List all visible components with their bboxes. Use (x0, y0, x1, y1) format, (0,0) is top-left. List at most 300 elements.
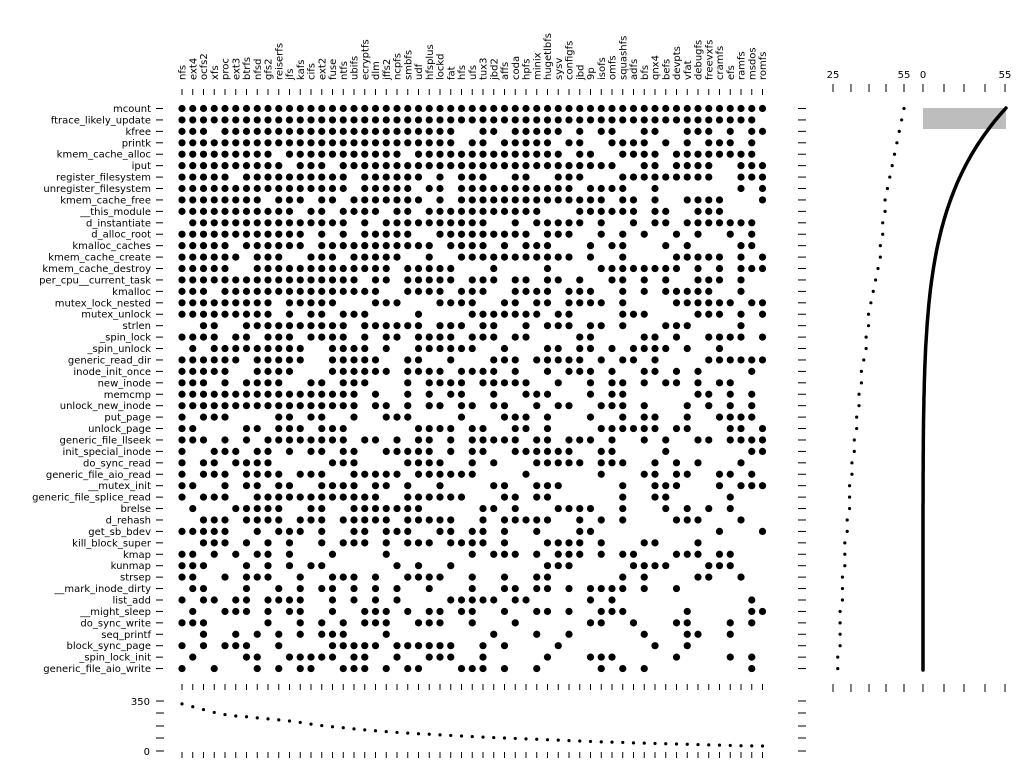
matrix-dot (447, 151, 454, 158)
matrix-dot (619, 665, 626, 672)
matrix-dot (297, 425, 304, 432)
matrix-dot (297, 299, 304, 306)
matrix-dot (383, 539, 390, 546)
matrix-dot (436, 494, 443, 501)
matrix-dot (436, 208, 443, 215)
matrix-dot (619, 551, 626, 558)
matrix-dot (684, 151, 691, 158)
matrix-dot (436, 642, 443, 649)
matrix-dot (189, 585, 196, 592)
matrix-dot (329, 242, 336, 249)
matrix-dot (200, 139, 207, 146)
column-label: fuse (328, 58, 339, 80)
matrix-dot (727, 151, 734, 158)
matrix-dot (544, 162, 551, 169)
matrix-dot (727, 425, 734, 432)
matrix-dot (673, 162, 680, 169)
matrix-dot (200, 459, 207, 466)
row-label: kmalloc_caches (72, 241, 151, 253)
matrix-dot (211, 448, 218, 455)
matrix-dot (544, 516, 551, 523)
matrix-dot (426, 494, 433, 501)
matrix-dot (372, 596, 379, 603)
matrix-dot (415, 242, 422, 249)
row-total-point (865, 347, 868, 350)
matrix-dot (673, 116, 680, 123)
matrix-dot (243, 654, 250, 661)
row-label: ftrace_likely_update (50, 115, 151, 127)
matrix-dot (587, 414, 594, 421)
matrix-dot (716, 105, 723, 112)
matrix-dot (512, 162, 519, 169)
matrix-dot (533, 665, 540, 672)
matrix-dot (189, 505, 196, 512)
matrix-dot (254, 253, 261, 260)
matrix-dot (501, 185, 508, 192)
matrix-dot (759, 173, 766, 180)
matrix-dot (307, 379, 314, 386)
row-label: _spin_lock (100, 332, 151, 344)
matrix-dot (587, 391, 594, 398)
matrix-dot (651, 562, 658, 569)
matrix-dot (307, 219, 314, 226)
matrix-dot (200, 528, 207, 535)
matrix-dot (598, 551, 605, 558)
row-label: __mutex_init (88, 481, 151, 493)
matrix-dot (318, 494, 325, 501)
matrix-dot (200, 322, 207, 329)
matrix-dot (221, 311, 228, 318)
matrix-dot (211, 173, 218, 180)
column-total-point (266, 717, 269, 720)
matrix-dot (211, 494, 218, 501)
matrix-dot (415, 562, 422, 569)
matrix-dot (447, 128, 454, 135)
matrix-dot (404, 116, 411, 123)
matrix-dot (264, 311, 271, 318)
matrix-dot (393, 231, 400, 238)
matrix-dot (522, 231, 529, 238)
matrix-dot (221, 642, 228, 649)
matrix-dot (415, 425, 422, 432)
matrix-dot (275, 414, 282, 421)
matrix-dot (490, 231, 497, 238)
matrix-dot (705, 334, 712, 341)
matrix-dot (544, 105, 551, 112)
matrix-dot (372, 402, 379, 409)
matrix-dot (189, 208, 196, 215)
matrix-dot (383, 414, 390, 421)
row-total-point (850, 461, 853, 464)
matrix-dot (469, 585, 476, 592)
matrix-dot (608, 585, 615, 592)
matrix-dot (684, 139, 691, 146)
matrix-dot (372, 608, 379, 615)
matrix-dot (340, 265, 347, 272)
matrix-dot (684, 619, 691, 626)
matrix-dot (372, 619, 379, 626)
column-total-point (621, 741, 624, 744)
matrix-dot (221, 379, 228, 386)
matrix-dot (555, 459, 562, 466)
column-label: bfs (639, 64, 651, 80)
column-label: debugfs (693, 39, 705, 80)
matrix-dot (447, 116, 454, 123)
matrix-dot (361, 128, 368, 135)
matrix-dot (748, 482, 755, 489)
matrix-dot (651, 105, 658, 112)
matrix-dot (329, 185, 336, 192)
matrix-dot (200, 231, 207, 238)
matrix-dot (340, 231, 347, 238)
matrix-dot (221, 219, 228, 226)
matrix-dot (684, 242, 691, 249)
matrix-dot (404, 276, 411, 283)
matrix-dot (469, 551, 476, 558)
matrix-dot (651, 425, 658, 432)
matrix-dot (533, 459, 540, 466)
matrix-dot (340, 128, 347, 135)
matrix-dot (297, 471, 304, 478)
matrix-dot (447, 231, 454, 238)
column-total-point (718, 744, 721, 747)
matrix-dot (447, 528, 454, 535)
matrix-dot (565, 585, 572, 592)
matrix-dot (651, 151, 658, 158)
matrix-dot (178, 185, 185, 192)
matrix-dot (383, 173, 390, 180)
column-label: vfat (682, 60, 694, 80)
matrix-dot (178, 151, 185, 158)
matrix-dot (469, 539, 476, 546)
matrix-dot (608, 242, 615, 249)
matrix-dot (189, 551, 196, 558)
matrix-dot (641, 116, 648, 123)
column-label: affs (500, 61, 511, 80)
matrix-dot (673, 551, 680, 558)
matrix-dot (705, 505, 712, 512)
curve-axis-label-low: 0 (919, 70, 927, 81)
matrix-dot (243, 173, 250, 180)
matrix-dot (232, 356, 239, 363)
matrix-dot (694, 265, 701, 272)
row-total-point (853, 450, 856, 453)
matrix-dot (264, 128, 271, 135)
matrix-dot (576, 173, 583, 180)
matrix-dot (555, 345, 562, 352)
row-label: generic_file_splice_read (32, 492, 151, 504)
matrix-dot (479, 436, 486, 443)
column-total-point (750, 744, 753, 747)
matrix-dot (426, 425, 433, 432)
matrix-dot (189, 654, 196, 661)
matrix-dot (544, 231, 551, 238)
matrix-dot (565, 459, 572, 466)
row-total-point (839, 633, 842, 636)
matrix-dot (243, 231, 250, 238)
matrix-dot (297, 276, 304, 283)
matrix-dot (286, 654, 293, 661)
matrix-dot (178, 116, 185, 123)
matrix-dot (705, 151, 712, 158)
matrix-dot (512, 299, 519, 306)
matrix-dot (211, 459, 218, 466)
matrix-dot (426, 642, 433, 649)
matrix-dot (243, 516, 250, 523)
matrix-dot (501, 608, 508, 615)
row-label: strlen (122, 321, 151, 333)
matrix-dot (684, 516, 691, 523)
matrix-dot (490, 402, 497, 409)
column-label: befs (661, 58, 673, 80)
row-label: generic_file_llseek (59, 435, 151, 447)
matrix-dot (286, 334, 293, 341)
matrix-dot (329, 345, 336, 352)
matrix-dot (641, 288, 648, 295)
matrix-dot (350, 505, 357, 512)
column-label: efs (725, 65, 737, 80)
matrix-dot (415, 516, 422, 523)
matrix-dot (211, 391, 218, 398)
matrix-dot (350, 471, 357, 478)
matrix-dot (178, 402, 185, 409)
matrix-dot (340, 494, 347, 501)
matrix-dot (178, 253, 185, 260)
column-label: minix (532, 52, 544, 80)
matrix-dot (469, 574, 476, 581)
matrix-dot (576, 105, 583, 112)
matrix-dot (479, 253, 486, 260)
matrix-dot (264, 253, 271, 260)
matrix-dot (393, 528, 400, 535)
matrix-dot (469, 231, 476, 238)
matrix-dot (598, 608, 605, 615)
matrix-dot (737, 173, 744, 180)
matrix-dot (200, 105, 207, 112)
matrix-dot (522, 288, 529, 295)
matrix-dot (307, 665, 314, 672)
matrix-dot (501, 379, 508, 386)
matrix-dot (490, 368, 497, 375)
matrix-dot (748, 391, 755, 398)
matrix-dot (211, 596, 218, 603)
matrix-dot (512, 288, 519, 295)
column-label: udf (414, 63, 425, 80)
matrix-dot (587, 368, 594, 375)
row-label: generic_file_aio_write (43, 664, 151, 676)
matrix-dot (673, 105, 680, 112)
matrix-dot (426, 139, 433, 146)
matrix-dot (340, 574, 347, 581)
matrix-dot (200, 471, 207, 478)
matrix-dot (275, 391, 282, 398)
matrix-dot (469, 425, 476, 432)
matrix-dot (490, 391, 497, 398)
column-total-point (600, 740, 603, 743)
matrix-dot (544, 608, 551, 615)
matrix-dot (555, 231, 562, 238)
matrix-dot (361, 242, 368, 249)
matrix-dot (200, 208, 207, 215)
matrix-dot (307, 311, 314, 318)
matrix-dot (340, 516, 347, 523)
matrix-dot (694, 311, 701, 318)
matrix-dot (458, 105, 465, 112)
matrix-dot (544, 654, 551, 661)
matrix-dot (340, 334, 347, 341)
matrix-dot (684, 219, 691, 226)
matrix-dot (243, 162, 250, 169)
matrix-dot (684, 299, 691, 306)
matrix-dot (200, 494, 207, 501)
matrix-dot (576, 288, 583, 295)
matrix-dot (254, 116, 261, 123)
matrix-dot (178, 356, 185, 363)
matrix-dot (565, 231, 572, 238)
row-label: kunmap (110, 561, 151, 573)
row-total-point (872, 290, 875, 293)
matrix-dot (318, 471, 325, 478)
column-total-point (589, 740, 592, 743)
matrix-dot (469, 528, 476, 535)
matrix-dot (254, 276, 261, 283)
matrix-dot (469, 311, 476, 318)
matrix-dot (254, 631, 261, 638)
matrix-dot (436, 334, 443, 341)
matrix-dot (501, 208, 508, 215)
column-total-point (385, 730, 388, 733)
matrix-dot (608, 459, 615, 466)
matrix-dot (243, 299, 250, 306)
matrix-dot (393, 471, 400, 478)
matrix-dot (297, 402, 304, 409)
matrix-dot (737, 574, 744, 581)
matrix-dot (705, 105, 712, 112)
matrix-dot (555, 151, 562, 158)
matrix-dot (221, 173, 228, 180)
row-total-point (902, 107, 905, 110)
matrix-dot (458, 345, 465, 352)
matrix-dot (307, 128, 314, 135)
matrix-dot (737, 105, 744, 112)
matrix-dot (307, 265, 314, 272)
matrix-dot (189, 379, 196, 386)
matrix-dot (469, 608, 476, 615)
matrix-dot (200, 539, 207, 546)
matrix-dot (512, 311, 519, 318)
matrix-dot (544, 414, 551, 421)
matrix-dots (178, 105, 766, 672)
matrix-dot (275, 505, 282, 512)
matrix-dot (576, 345, 583, 352)
matrix-dot (522, 334, 529, 341)
matrix-dot (447, 425, 454, 432)
matrix-dot (404, 185, 411, 192)
matrix-dot (673, 459, 680, 466)
matrix-dot (350, 368, 357, 375)
matrix-dot (598, 208, 605, 215)
matrix-dot (264, 459, 271, 466)
row-total-point (836, 667, 839, 670)
matrix-dot (307, 173, 314, 180)
matrix-dot (501, 585, 508, 592)
matrix-dot (221, 185, 228, 192)
row-total-point (862, 358, 865, 361)
matrix-dot (544, 322, 551, 329)
matrix-dot (361, 379, 368, 386)
matrix-dot (651, 459, 658, 466)
matrix-dot (522, 162, 529, 169)
matrix-dot (297, 116, 304, 123)
column-label: jbd (575, 64, 587, 80)
matrix-dot (705, 162, 712, 169)
matrix-dot (565, 288, 572, 295)
matrix-dot (436, 185, 443, 192)
matrix-dot (415, 116, 422, 123)
matrix-dot (512, 436, 519, 443)
matrix-dot (264, 231, 271, 238)
matrix-dot (254, 391, 261, 398)
matrix-dot (641, 539, 648, 546)
matrix-dot (264, 494, 271, 501)
matrix-dot (544, 299, 551, 306)
matrix-dot (447, 654, 454, 661)
matrix-dot (415, 265, 422, 272)
column-total-point (180, 702, 183, 705)
matrix-dot (350, 253, 357, 260)
matrix-dot (340, 276, 347, 283)
matrix-dot (340, 219, 347, 226)
column-label: omfs (607, 55, 619, 80)
column-label: ramfs (736, 51, 748, 80)
matrix-dot (254, 265, 261, 272)
matrix-dot (200, 368, 207, 375)
matrix-dot (426, 391, 433, 398)
matrix-dot (361, 494, 368, 501)
matrix-dot (340, 379, 347, 386)
matrix-dot (555, 505, 562, 512)
matrix-dot (727, 231, 734, 238)
matrix-dot (340, 116, 347, 123)
column-label: cifs (306, 62, 318, 80)
matrix-dot (727, 128, 734, 135)
matrix-dot (200, 276, 207, 283)
matrix-dot (350, 528, 357, 535)
matrix-dot (662, 494, 669, 501)
matrix-dot (383, 116, 390, 123)
column-total-point (643, 742, 646, 745)
column-total-point (374, 729, 377, 732)
matrix-dot (544, 265, 551, 272)
matrix-dot (404, 482, 411, 489)
matrix-dot (361, 253, 368, 260)
matrix-dot (512, 105, 519, 112)
matrix-dot (522, 276, 529, 283)
matrix-dot (727, 391, 734, 398)
column-total-point (288, 719, 291, 722)
matrix-dot (522, 196, 529, 203)
matrix-dot (221, 196, 228, 203)
matrix-dot (275, 585, 282, 592)
matrix-dot (673, 585, 680, 592)
matrix-dot (705, 196, 712, 203)
matrix-dot (318, 116, 325, 123)
matrix-dot (297, 654, 304, 661)
matrix-dot (619, 391, 626, 398)
matrix-dot (651, 208, 658, 215)
matrix-dot (275, 379, 282, 386)
matrix-dot (641, 128, 648, 135)
